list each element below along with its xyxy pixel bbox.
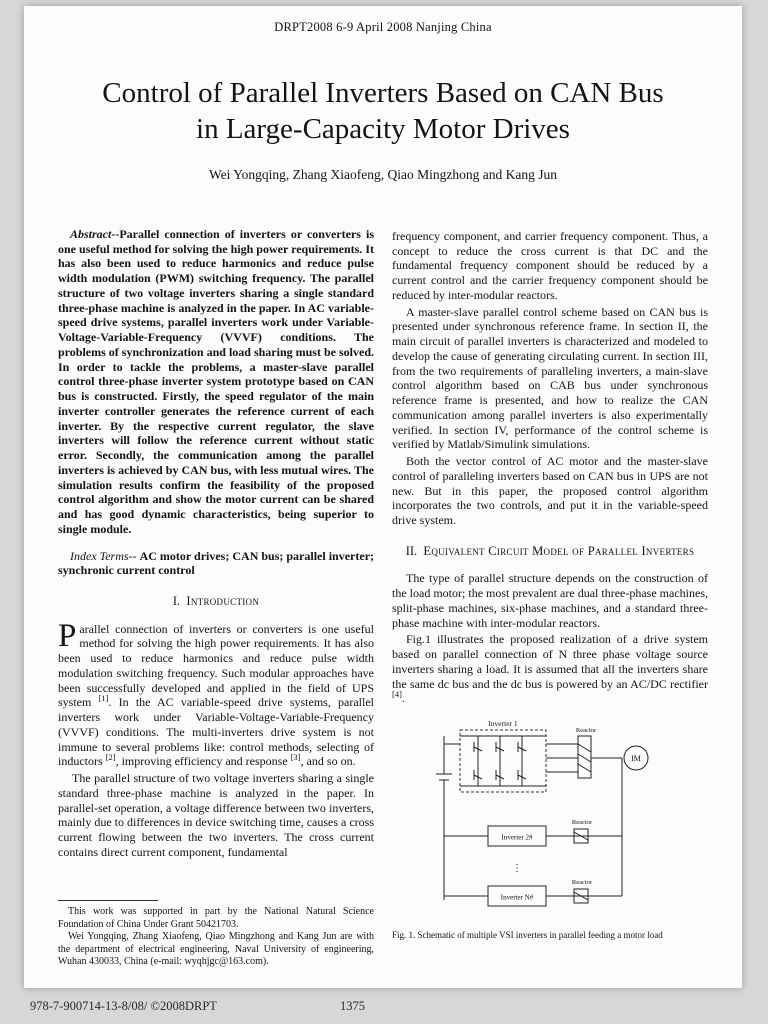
text-run: . In the AC variable-speed drive systems, parallel inverters work under Variable-Voltage-Variable-Frequency (VVVF) conditions. The multi-inverters drive system is not immune to several problems like: control methods, selecting of inductors bbox=[58, 695, 374, 769]
footer-page-number: 1375 bbox=[340, 999, 365, 1013]
right-column bbox=[392, 227, 708, 969]
index-terms-paragraph bbox=[58, 549, 374, 579]
ellipsis-dots: ⋮ bbox=[512, 863, 522, 875]
inverter-2-label: Inverter 2# bbox=[501, 833, 533, 842]
reactor-top-label: Reactor bbox=[575, 727, 597, 735]
motor-label: IM bbox=[631, 754, 641, 764]
abstract-label: Abstract-- bbox=[70, 226, 120, 241]
footer-isbn: 978-7-900714-13-8/08/ ©2008DRPT bbox=[30, 999, 217, 1013]
right-paragraph-5 bbox=[392, 632, 708, 706]
section-1-number: I. bbox=[172, 594, 181, 609]
intro-paragraph-1 bbox=[58, 617, 374, 770]
right-paragraph-3: Both the vector control of AC motor and the master-slave control of paralleling inverters based on CAN bus in UPS are not new. But in this paper, the proposed control algorithm incorporates the two controls, and put it in the variable-speed drive system. bbox=[392, 454, 708, 528]
inverter-1-label: Inverter 1 bbox=[488, 719, 518, 729]
paper-title-line2: in Large-Capacity Motor Drives bbox=[196, 113, 570, 146]
index-terms-label: Index Terms-- bbox=[70, 548, 137, 563]
right-paragraph-4: The type of parallel structure depends on the construction of the load motor; the most prevalent are dual three-phase machines, split-phase machines, six-phase machines, and a standard three-phase machine with inter-modular reactors. bbox=[392, 571, 708, 630]
section-2-heading bbox=[392, 544, 708, 559]
section-2-number: II. bbox=[405, 543, 418, 558]
section-2-title: Equivalent Circuit Model of Parallel Inverters bbox=[423, 543, 695, 558]
section-1-heading bbox=[58, 594, 374, 609]
footnote-support: This work was supported in part by the National Natural Science Foundation of China Under Grant 50421703. bbox=[58, 906, 374, 930]
citation-ref-4: [4] bbox=[392, 689, 402, 700]
citation-ref-3: [3] bbox=[290, 752, 301, 763]
text-run: . bbox=[401, 691, 405, 706]
text-run: arallel connection of inverters or converters is one useful method for solving the high power requirements. It has also been used to reduce harmonics and reduce pulse width modulation switching frequency. Such modular approaches have been successfully developed and applied in the field of UPS system bbox=[58, 621, 374, 710]
conference-header: DRPT2008 6-9 April 2008 Nanjing China bbox=[274, 20, 492, 34]
inverter-1-box bbox=[460, 730, 546, 792]
citation-ref-1: [1] bbox=[98, 693, 109, 704]
reactor-mid-label: Reactor bbox=[571, 819, 593, 827]
paper-title bbox=[24, 75, 742, 148]
abstract-paragraph bbox=[58, 227, 374, 537]
section-1-title: Introduction bbox=[186, 594, 260, 609]
index-terms-text: AC motor drives; CAN bus; parallel inverter; synchronic current control bbox=[58, 548, 375, 578]
abstract-text: Parallel connection of inverters or converters is one useful method for solving the high power requirements. It has also been used to reduce harmonics and reduce pulse width modulation (PWM) switching frequency. The parallel structure of two voltage inverters sharing a single standard three-phase machine is analyzed in the paper. In AC variable-speed drive systems, parallel inverters work under Variable-Voltage-Variable-Frequency (VVVF) conditions. The problems of synchronization and load sharing must be solved. In order to tackle the problems, a master-slave parallel control three-phase inverter system prototype based on CAN bus is constructed. Firstly, the speed regulator of the main inverter controller generates the reference current of each inverter. By the respective current regulator, the slave inverters will follow the reference current without static error. Secondly, the communication among the parallel inverters is achieved by CAN bus, with less mutual wires. The simulation results confirm the feasibility of the proposed control algorithm and show the motor current can be shared and has good dynamic characteristics, being superior to single module. bbox=[58, 226, 374, 536]
footnote-rule bbox=[58, 900, 158, 901]
text-run: Fig.1 illustrates the proposed realization of a drive system based on parallel connection of N three phase voltage source inverters sharing a load. It is assumed that all the inverters share the same dc bus and the dc bus is powered by an AC/DC rectifier bbox=[392, 632, 708, 691]
right-paragraph-1: frequency component, and carrier frequency component. Thus, a concept to reduce the cross current is that DC and the fundamental frequency component should be reduced by a current control and the carrier frequency component should be reduced by inter-modular reactors. bbox=[392, 228, 708, 302]
authors-line: Wei Yongqing, Zhang Xiaofeng, Qiao Mingzhong and Kang Jun bbox=[209, 166, 557, 182]
intro-paragraph-2: The parallel structure of two voltage inverters sharing a single standard three-phase machine is analyzed in the paper. In parallel-set operation, a voltage difference between two inverters, mainly due to differences in device switching time, causes a cross current flowing between the two inverters. The cross current contains direct current component, fundamental bbox=[58, 771, 375, 859]
paper-page bbox=[24, 6, 742, 988]
figure-1-caption: Fig. 1. Schematic of multiple VSI inverters in parallel feeding a motor load bbox=[392, 930, 663, 941]
inverter-n-label: Inverter N# bbox=[500, 893, 534, 902]
dc-bus bbox=[436, 736, 452, 900]
figure-1-schematic bbox=[430, 714, 670, 926]
text-run: , and so on. bbox=[300, 754, 356, 769]
reactor-top-box bbox=[578, 736, 591, 778]
footnote-block bbox=[58, 890, 374, 969]
paper-title-line1: Control of Parallel Inverters Based on CAN Bus bbox=[102, 77, 664, 109]
text-run: , improving efficiency and response bbox=[115, 754, 291, 769]
two-column-body bbox=[24, 227, 742, 969]
right-paragraph-2: A master-slave parallel control scheme based on CAN bus is presented under synchronous reference frame. In section II, the main circuit of parallel inverters is characterized and modeled to develop the cause of generating circulating current. In section III, from the two requirements of paralleling inverters, a main-slave control algorithm based on CAB bus under synchronous reference frame is presented, and how to realize the CAN communication among parallel inverters is also experimentally verified. In section IV, performance of the control scheme is verified by Matlab/Simulink simulations. bbox=[392, 304, 708, 452]
feed-wires bbox=[444, 744, 488, 896]
figure-1 bbox=[392, 714, 708, 926]
left-column bbox=[58, 227, 374, 969]
reactor-bottom-label: Reactor bbox=[571, 879, 593, 887]
inverter-1-output-wires bbox=[546, 744, 578, 772]
citation-ref-2: [2] bbox=[105, 752, 116, 763]
drop-cap: P bbox=[58, 617, 77, 654]
footnote-affiliation: Wei Yongqing, Zhang Xiaofeng, Qiao Mingzhong and Kang Jun are with the department of electrical engineering, Naval University of engineering, Wuhan 430033, China (e-mail: wyqhjgc@163.com). bbox=[58, 931, 374, 968]
